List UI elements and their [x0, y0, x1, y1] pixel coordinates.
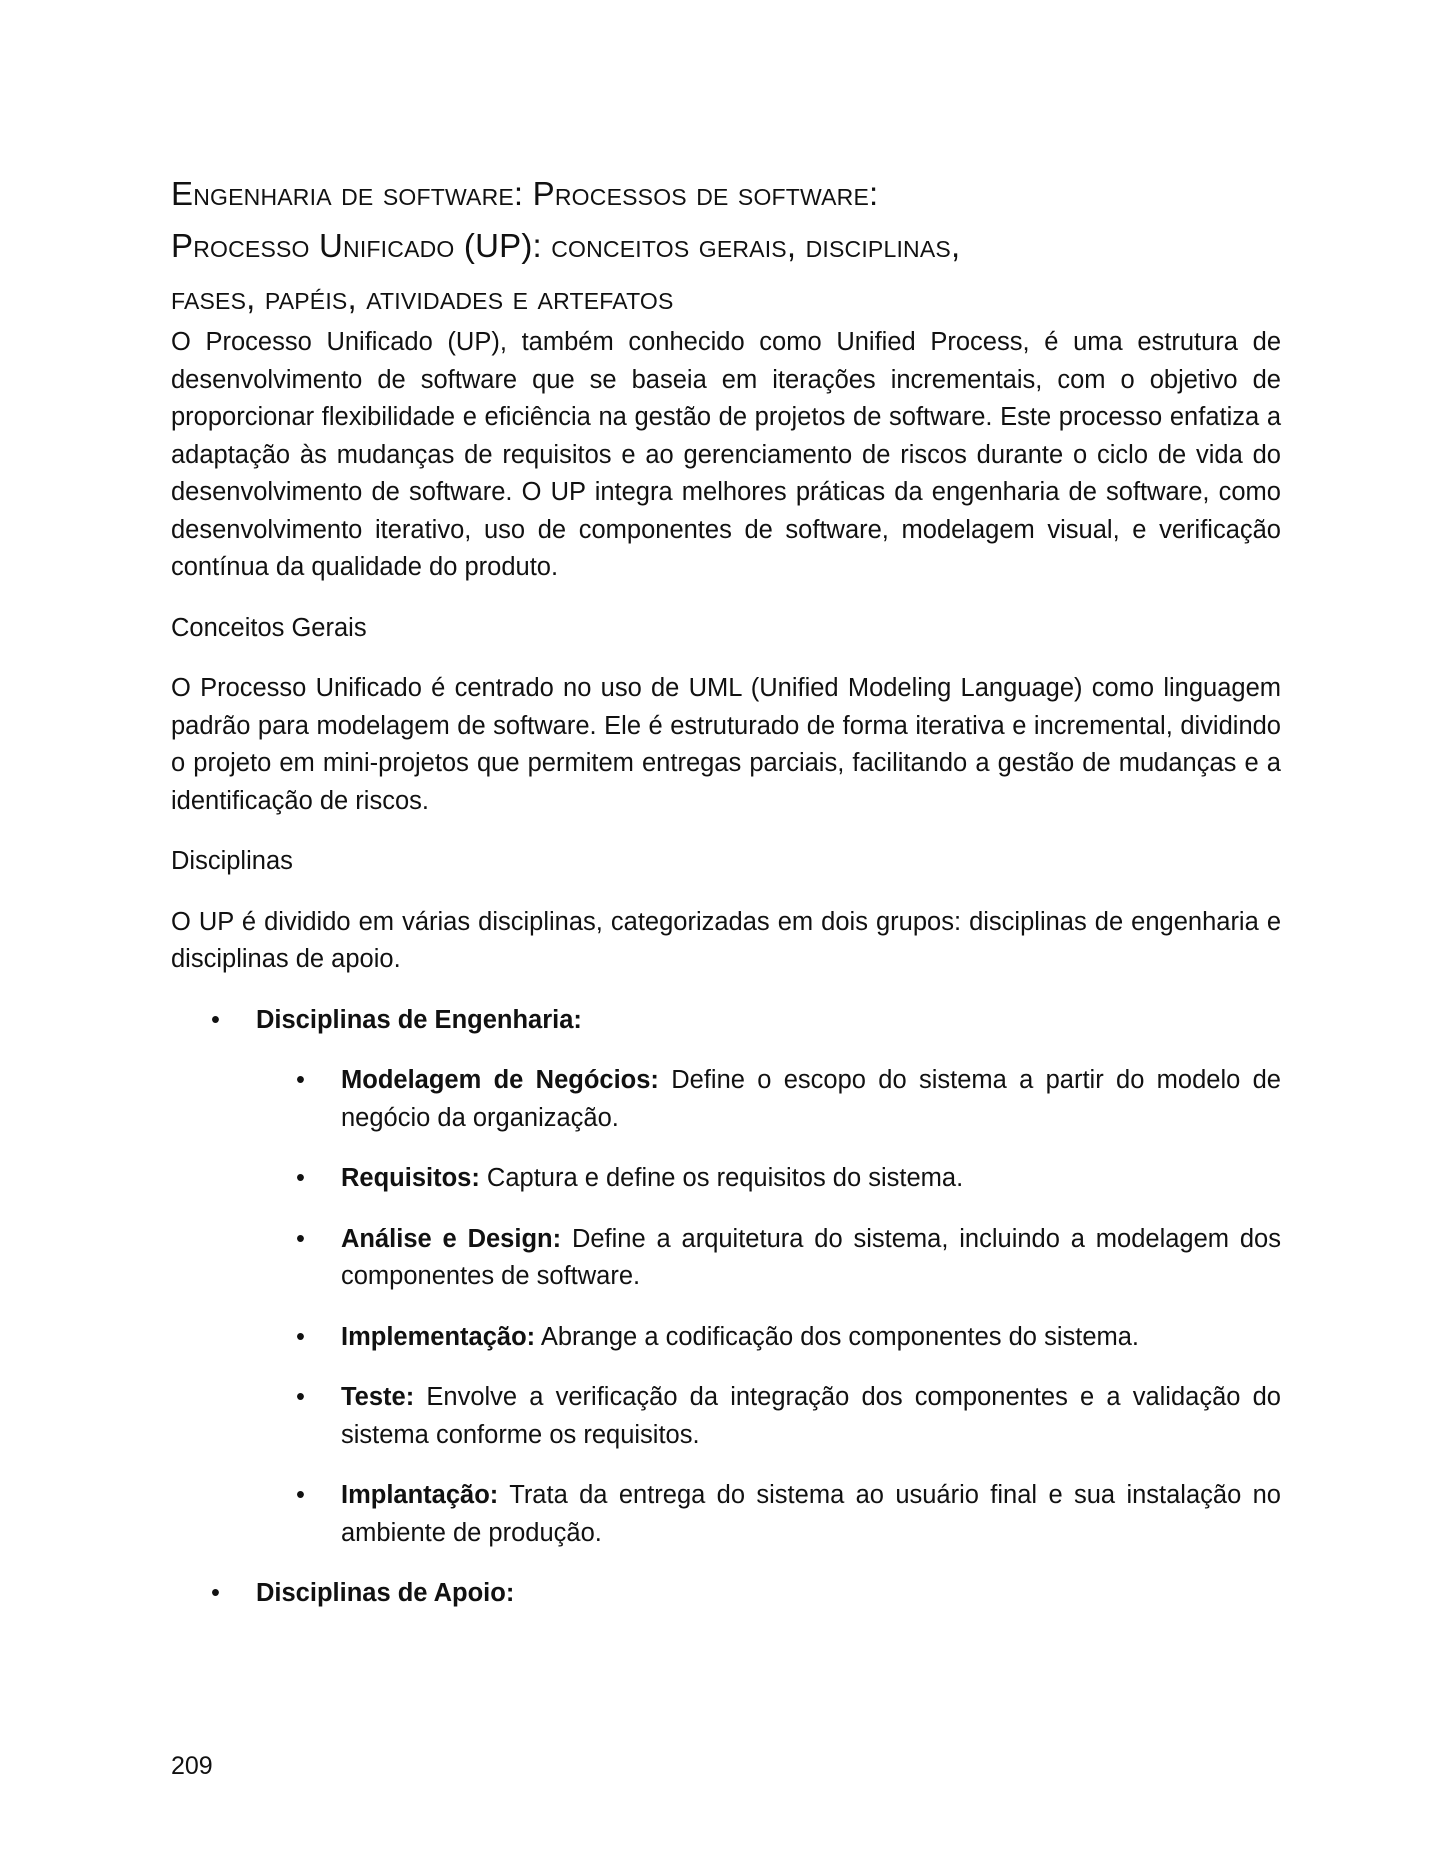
discipline-groups-list	[171, 1002, 1281, 1613]
bullet-icon: •	[296, 1322, 305, 1351]
item-desc: Captura e define os requisitos do sistema.	[479, 1164, 964, 1192]
group-title: Disciplinas de Engenharia:	[256, 1005, 582, 1034]
title-line-2: Processo Unificado (UP): conceitos gerais, disciplinas,	[171, 227, 961, 264]
list-item	[256, 1319, 1281, 1357]
item-term: Implantação:	[341, 1481, 499, 1509]
list-item	[256, 1379, 1281, 1454]
document-page	[171, 168, 1281, 1613]
group-apoio	[171, 1575, 1281, 1613]
group-engenharia	[171, 1002, 1281, 1553]
item-term: Implementação:	[341, 1322, 536, 1351]
item-desc: Trata da entrega do sistema ao usuário final e sua instalação no ambiente de produção.	[341, 1481, 1281, 1547]
section-title-conceitos: Conceitos Gerais	[171, 613, 367, 642]
section-title-disciplinas: Disciplinas	[171, 847, 293, 875]
intro-paragraph: O Processo Unificado (UP), também conhecido como Unified Process, é uma estrutura de desenvolvimento de software que se baseia em iterações incrementais, com o objetivo de proporcionar flexibilidade e eficiência na gestão de projetos de software. Este processo enfatiza a adaptação às mudanças de requisitos e ao gerenciamento de riscos durante o ciclo de vida do desenvolvimento de software. O UP integra melhores práticas da engenharia de software, como desenvolvimento iterativo, uso de componentes de software, modelagem visual, e verificação contínua da qualidade do produto.	[171, 328, 1281, 581]
item-term: Teste:	[341, 1383, 415, 1411]
item-term: Modelagem de Negócios:	[341, 1066, 659, 1094]
page-number: 209	[171, 1752, 213, 1780]
page-title	[171, 168, 1281, 324]
list-item	[256, 1221, 1281, 1296]
item-desc: Abrange a codificação dos componentes do sistema.	[535, 1322, 1140, 1351]
list-item	[256, 1477, 1281, 1552]
item-term: Requisitos:	[341, 1164, 480, 1192]
disciplinas-paragraph: O UP é dividido em várias disciplinas, categorizadas em dois grupos: disciplinas de engenharia e disciplinas de apoio.	[171, 907, 1281, 973]
bullet-icon: •	[211, 1005, 220, 1034]
title-line-1: Engenharia de software: Processos de software:	[171, 175, 879, 212]
title-line-3: fases, papéis, atividades e artefatos	[171, 279, 674, 316]
bullet-icon: •	[296, 1066, 305, 1094]
bullet-icon: •	[211, 1579, 220, 1607]
bullet-icon: •	[296, 1481, 305, 1509]
bullet-icon: •	[296, 1164, 305, 1192]
bullet-icon: •	[296, 1224, 305, 1253]
item-desc: Envolve a verificação da integração dos componentes e a validação do sistema conforme os requisitos.	[341, 1383, 1281, 1449]
group-title: Disciplinas de Apoio:	[256, 1579, 515, 1607]
bullet-icon: •	[296, 1383, 305, 1411]
conceitos-paragraph: O Processo Unificado é centrado no uso de UML (Unified Modeling Language) como linguagem padrão para modelagem de software. Ele é estruturado de forma iterativa e incremental, dividindo o projeto em mini-projetos que permitem entregas parciais, facilitando a gestão de mudanças e a identificação de riscos.	[171, 674, 1281, 815]
item-desc: Define o escopo do sistema a partir do modelo de negócio da organização.	[341, 1066, 1281, 1132]
item-term: Análise e Design:	[341, 1224, 562, 1253]
item-desc: Define a arquitetura do sistema, incluindo a modelagem dos componentes de software.	[341, 1224, 1281, 1290]
list-item	[256, 1062, 1281, 1137]
engenharia-items-list	[256, 1062, 1281, 1552]
list-item	[256, 1160, 1281, 1198]
